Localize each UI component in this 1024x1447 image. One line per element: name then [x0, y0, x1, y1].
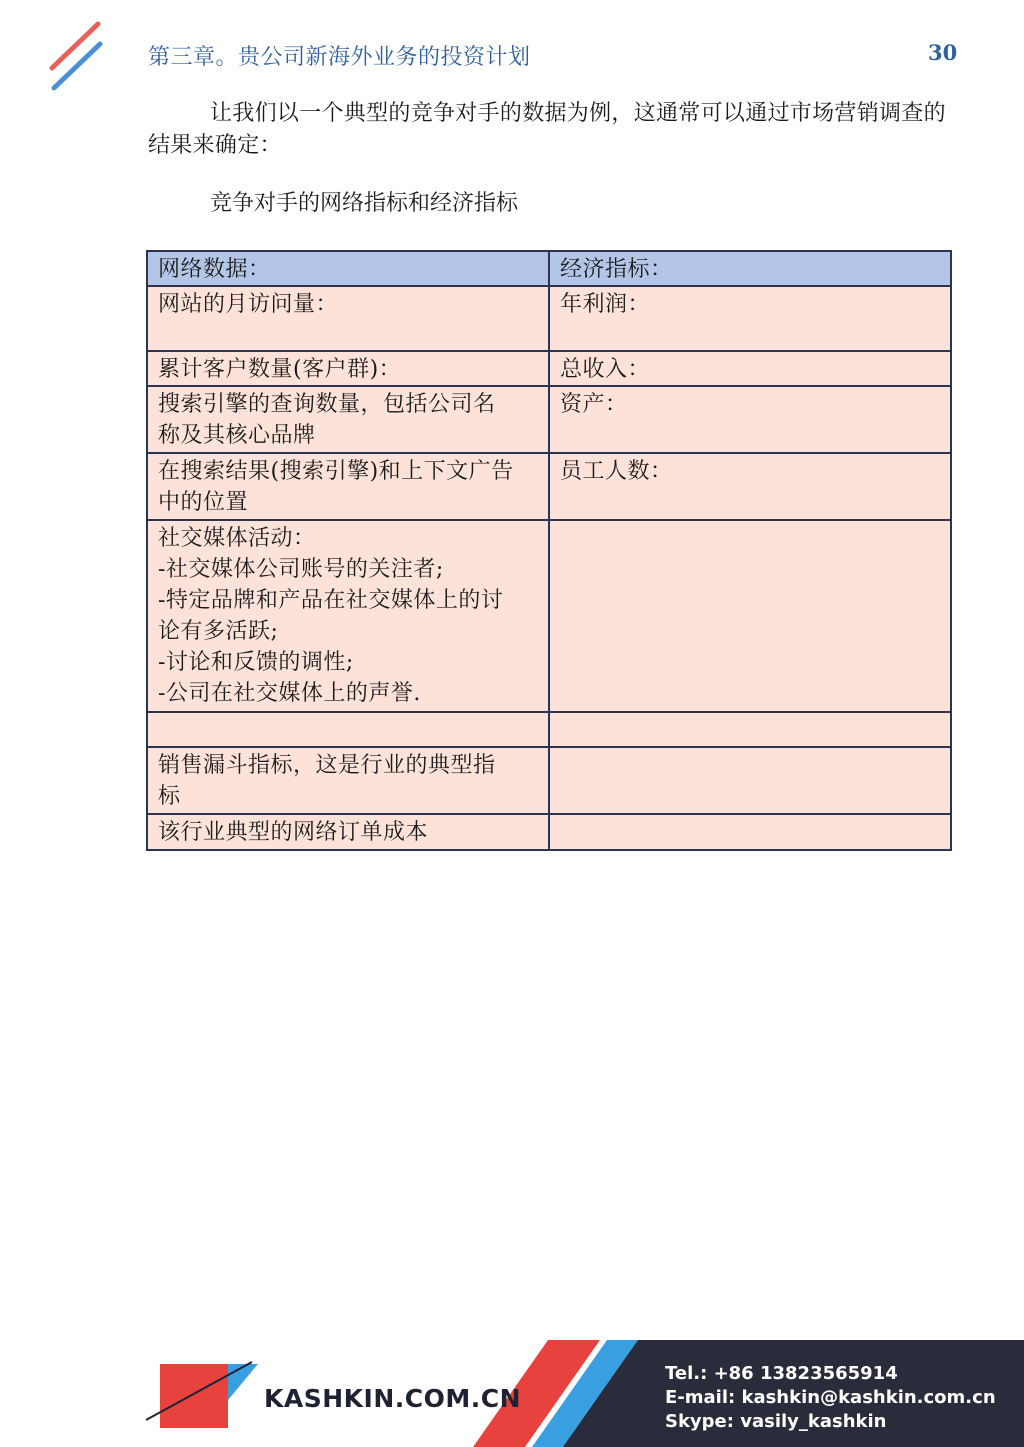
cell-text-line: 论有多活跃;: [158, 619, 279, 644]
economic-metric-cell: [549, 351, 951, 386]
competitor-metrics-table: [146, 250, 952, 851]
footer-contact-block: [665, 1362, 996, 1434]
table-header-row: [147, 251, 951, 286]
network-metric-cell: [147, 351, 549, 386]
network-metric-cell: [147, 712, 549, 747]
cell-text-line: 总收入：: [560, 357, 651, 382]
cell-text-line: 该行业典型的网络订单成本: [158, 820, 429, 845]
economic-metric-cell: [549, 286, 951, 351]
footer-brand-name: KASHKIN.COM.CN: [264, 1384, 521, 1413]
economic-metric-cell: [549, 453, 951, 520]
header-network-data: 网络数据：: [147, 251, 549, 286]
table-row: [147, 386, 951, 453]
cell-text-line: 累计客户数量(客户群)：: [158, 357, 402, 382]
footer-email: E-mail: kashkin@kashkin.com.cn: [665, 1387, 996, 1408]
table-row: [147, 747, 951, 814]
cell-text-line: 搜索引擎的查询数量，包括公司名: [158, 392, 496, 417]
network-metric-cell: [147, 520, 549, 712]
network-metric-cell: [147, 386, 549, 453]
cell-text-line: 员工人数：: [560, 459, 673, 484]
economic-metric-cell: [549, 386, 951, 453]
table-row: [147, 520, 951, 712]
header-economic-indicators: 经济指标：: [549, 251, 951, 286]
cell-text-line: 称及其核心品牌: [158, 423, 316, 448]
economic-metric-cell: [549, 712, 951, 747]
table-row: [147, 453, 951, 520]
cell-text-line: -社交媒体公司账号的关注者;: [158, 557, 444, 582]
cell-text-line: 网站的月访问量：: [158, 292, 339, 317]
footer-tel: Tel.: +86 13823565914: [665, 1363, 898, 1384]
diagonal-stripes-logo-icon: [48, 20, 104, 92]
cell-text-line: 标: [158, 784, 181, 809]
economic-metric-cell: [549, 520, 951, 712]
cell-text-line: -讨论和反馈的调性;: [158, 650, 354, 675]
table-row: [147, 814, 951, 850]
cell-text-line: 在搜索结果(搜索引擎)和上下文广告: [158, 459, 514, 484]
cell-text-line: -公司在社交媒体上的声誉.: [158, 681, 421, 706]
cell-text-line: 资产：: [560, 392, 628, 417]
chapter-title: 第三章。贵公司新海外业务的投资计划: [148, 45, 531, 70]
table-caption: 竞争对手的网络指标和经济指标: [210, 191, 519, 216]
network-metric-cell: [147, 453, 549, 520]
intro-paragraph: 让我们以一个典型的竞争对手的数据为例，这通常可以通过市场营销调查的结果来确定：: [148, 101, 946, 158]
cell-text-line: -特定品牌和产品在社交媒体上的讨: [158, 588, 504, 613]
footer-skype: Skype: vasily_kashkin: [665, 1411, 887, 1432]
cell-text-line: 销售漏斗指标，这是行业的典型指: [158, 753, 496, 778]
table-row: [147, 712, 951, 747]
cell-text-line: 年利润：: [560, 292, 651, 317]
network-metric-cell: [147, 286, 549, 351]
network-metric-cell: [147, 814, 549, 850]
economic-metric-cell: [549, 747, 951, 814]
economic-metric-cell: [549, 814, 951, 850]
cell-text-line: 社交媒体活动：: [158, 526, 316, 551]
cell-text-line: 中的位置: [158, 490, 249, 515]
table-row: [147, 351, 951, 386]
table-row: [147, 286, 951, 351]
network-metric-cell: [147, 747, 549, 814]
page-number: 30: [928, 40, 958, 65]
